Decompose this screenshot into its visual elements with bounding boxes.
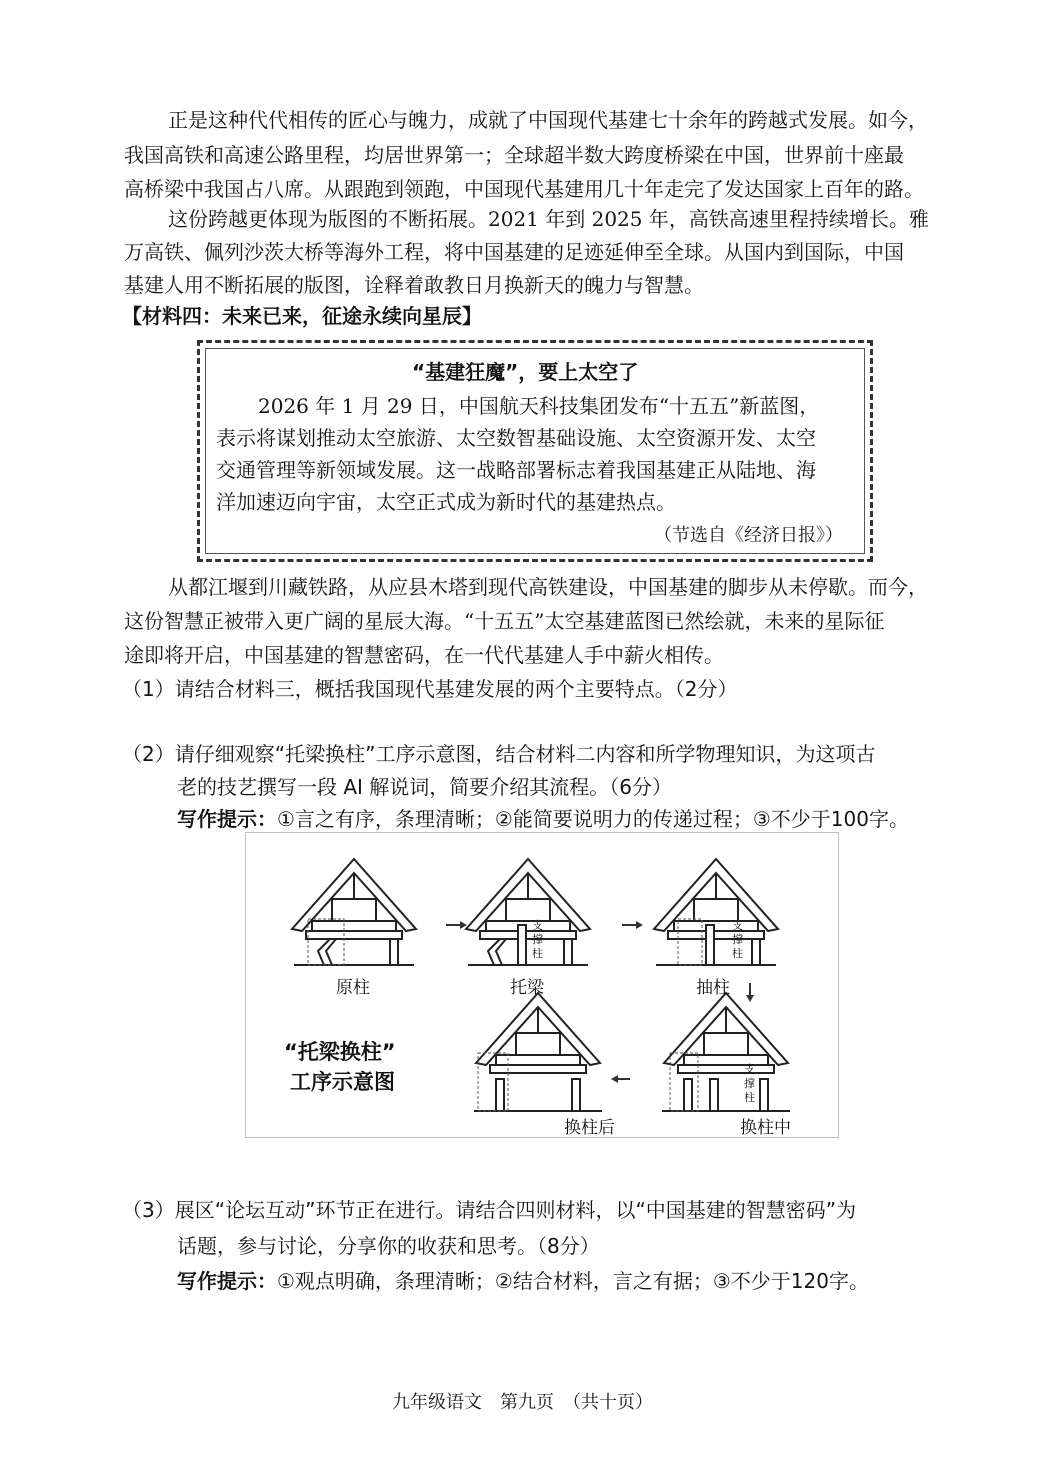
material3-line-4: 这份跨越更体现为版图的不断拓展。2021 年到 2025 年，高铁高速里程持续增长。雅 (168, 207, 929, 231)
material3-line-5: 万高铁、佩列沙茨大桥等海外工程，将中国基建的足迹延伸至全球。从国内到国际，中国 (124, 240, 904, 264)
question-2-hint (177, 805, 909, 833)
question-1: （1）请结合材料三，概括我国现代基建发展的两个主要特点。（2分） (122, 677, 738, 701)
arrow-left-icon (611, 1075, 630, 1083)
label-original-column: 原柱 (336, 978, 370, 998)
question-2-line-1: （2）请仔细观察“托梁换柱”工序示意图，结合材料二内容和所学物理知识，为这项古 (122, 742, 876, 766)
support-label-3c: 柱 (744, 1091, 755, 1104)
news-excerpt-line-4: 洋加速迈向宇宙，太空正式成为新时代的基建热点。 (216, 490, 676, 514)
news-excerpt-line-1: 2026 年 1 月 29 日，中国航天科技集团发布“十五五”新蓝图， (258, 394, 820, 418)
support-label-1b: 撑 (532, 933, 543, 946)
material4-line-3: 途即将开启，中国基建的智慧密码，在一代代基建人手中薪火相传。 (124, 643, 724, 667)
material4-heading: 【材料四：未来已来，征途永续向星辰】 (122, 304, 482, 328)
support-label-3b: 撑 (744, 1077, 755, 1090)
material4-line-2: 这份智慧正被带入更广阔的星辰大海。“十五五”太空基建蓝图已然绘就，未来的星际征 (124, 609, 885, 633)
support-label-2b: 撑 (732, 933, 743, 946)
support-label-2: 支 (732, 919, 743, 932)
process-diagram-svg (246, 833, 840, 1139)
material4-line-1: 从都江堰到川藏铁路，从应县木塔到现代高铁建设，中国基建的脚步从未停歇。而今， (168, 575, 928, 599)
support-label-3: 支 (744, 1063, 755, 1076)
question-2-hint-text: ①言之有序，条理清晰；②能简要说明力的传递过程；③不少于100字。 (277, 807, 909, 831)
figure-title-line-2: 工序示意图 (290, 1070, 395, 1094)
question-3-hint-text: ①观点明确，条理清晰；②结合材料，言之有据；③不少于120字。 (277, 1269, 869, 1293)
question-3-line-2: 话题，参与讨论，分享你的收获和思考。（8分） (177, 1234, 600, 1258)
question-2-hint-label: 写作提示： (177, 807, 277, 831)
material3-line-2: 我国高铁和高速公路里程，均居世界第一；全球超半数大跨度桥梁在中国，世界前十座最 (124, 143, 904, 167)
support-label-2c: 柱 (732, 947, 743, 960)
page-footer: 九年级语文 第九页 （共十页） (392, 1392, 653, 1413)
panel-during-replacement (662, 993, 790, 1111)
process-diagram (245, 832, 839, 1138)
arrow-1-icon (446, 921, 467, 929)
arrow-down-icon (746, 983, 754, 1002)
news-excerpt-source: （节选自《经济日报》） (654, 525, 843, 546)
arrow-2-icon (622, 921, 643, 929)
material3-line-3: 高桥梁中我国占八席。从跟跑到领跑，中国现代基建用几十年走完了发达国家上百年的路。 (124, 177, 924, 201)
label-during-replacement: 换柱中 (740, 1118, 791, 1138)
label-after-replacement: 换柱后 (564, 1118, 615, 1138)
label-support-beam: 托梁 (510, 978, 544, 998)
question-2-line-2: 老的技艺撰写一段 AI 解说词，简要介绍其流程。（6分） (177, 775, 673, 799)
panel-after-replacement (474, 993, 602, 1111)
support-label-1: 支 (532, 919, 543, 932)
material3-line-1: 正是这种代代相传的匠心与魄力，成就了中国现代基建七十余年的跨越式发展。如今， (168, 108, 928, 132)
question-3-line-1: （3）展区“论坛互动”环节正在进行。请结合四则材料，以“中国基建的智慧密码”为 (122, 1198, 857, 1222)
news-excerpt-line-3: 交通管理等新领域发展。这一战略部署标志着我国基建正从陆地、海 (216, 458, 816, 482)
panel-remove-column (654, 859, 778, 965)
figure-title-line-1: “托梁换柱” (284, 1040, 396, 1064)
question-3-hint-label: 写作提示： (177, 1269, 277, 1293)
label-remove-column: 抽柱 (696, 978, 730, 998)
news-excerpt-title: “基建狂魔”，要上太空了 (412, 360, 639, 384)
panel-support-beam (466, 859, 590, 965)
support-label-1c: 柱 (532, 947, 543, 960)
panel-original-column (292, 859, 416, 965)
news-excerpt-line-2: 表示将谋划推动太空旅游、太空数智基础设施、太空资源开发、太空 (216, 426, 816, 450)
question-3-hint (177, 1267, 869, 1295)
material3-line-6: 基建人用不断拓展的版图，诠释着敢教日月换新天的魄力与智慧。 (124, 273, 704, 297)
